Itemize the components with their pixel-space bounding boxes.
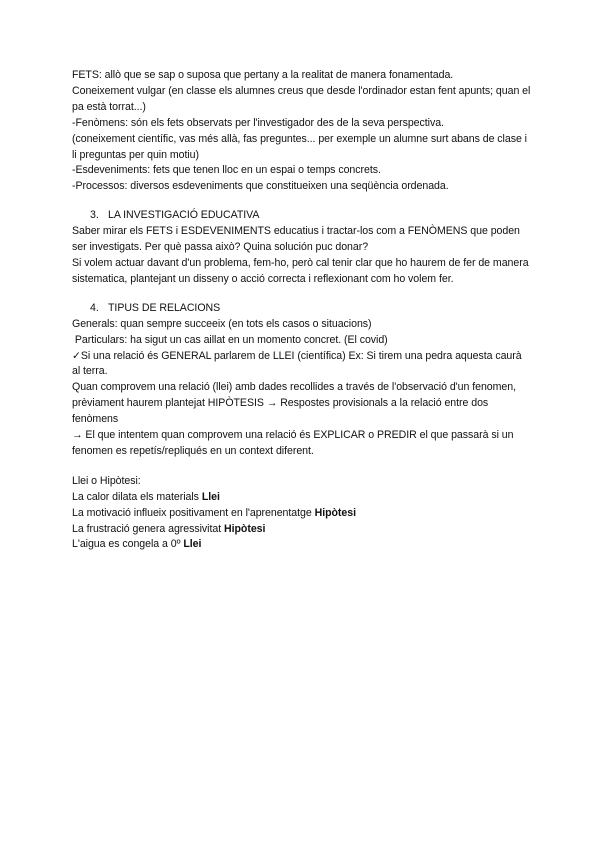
example-tag: Hipòtesi	[314, 506, 356, 519]
example-item	[72, 537, 532, 553]
section-4-paragraph: Quan comprovem una relació (llei) amb dades recollides a través de l'observació d'un fenomen, prèviament haurem plantejat HIPÒTESIS → Respostes provisionals a la relació entre dos fenòmens	[72, 381, 516, 426]
intro-paragraph: -Processos: diversos esdeveniments que constitueixen una seqüència ordenada.	[72, 180, 449, 193]
example-item	[72, 490, 532, 506]
example-tag: Llei	[201, 490, 220, 503]
document-body	[72, 68, 532, 553]
example-text: La frustració genera agressivitat	[72, 522, 224, 535]
intro-paragraph: -Esdeveniments: fets que tenen lloc en un espai o temps concrets.	[72, 164, 381, 177]
intro-paragraph: (coneixement científic, vas més allà, fas preguntes... per exemple un alumne surt abans de clase i li preguntas per quin motiu)	[72, 132, 527, 161]
example-item	[72, 522, 532, 538]
intro-paragraph: Coneixement vulgar (en classe els alumnes creus que desde l'ordinador estan fent apunts; quan el pa està torrat...)	[72, 84, 531, 113]
section-4-paragraph: ✓Si una relació és GENERAL parlarem de LLEI (científica) Ex: Si tirem una pedra aquesta caurà al terra.	[72, 349, 522, 378]
example-tag: Llei	[183, 538, 202, 551]
section-4-heading	[72, 301, 532, 317]
example-text: La calor dilata els materials	[72, 490, 202, 503]
example-tag: Hipòtesi	[224, 522, 266, 535]
section-3-paragraph: Saber mirar els FETS i ESDEVENIMENTS educatius i tractar-los com a FENÒMENS que poden ser investigats. Per què passa això? Quina solución puc donar?	[72, 225, 520, 254]
intro-paragraph: FETS: allò que se sap o suposa que pertany a la realitat de manera fonamentada.	[72, 69, 454, 81]
example-text: La motivació influeix positivament en l'aprenentatge	[72, 506, 315, 519]
section-3-number: 3.	[90, 209, 99, 222]
example-text: L'aigua es congela a 0º	[72, 538, 184, 551]
section-3-paragraph: Si volem actuar davant d'un problema, fem-ho, però cal tenir clar que ho haurem de fer de manera sistematica, plantejant un disseny o acció correcta i reflexionant com ho volem fer.	[72, 256, 529, 285]
intro-paragraph: -Fenòmens: són els fets observats per l'investigador des de la seva perspectiva.	[72, 116, 444, 129]
section-4-title: TIPUS DE RELACIONS	[108, 301, 221, 314]
section-3-title: LA INVESTIGACIÓ EDUCATIVA	[108, 209, 260, 222]
section-4-number: 4.	[90, 301, 99, 314]
examples-heading: Llei o Hipòtesi:	[72, 474, 141, 487]
section-4-paragraph: Generals: quan sempre succeeix (en tots els casos o situacions)	[72, 317, 372, 330]
example-item	[72, 506, 532, 522]
section-4-paragraph: Particulars: ha sigut un cas aillat en un momento concret. (El covid)	[72, 333, 388, 346]
section-4-paragraph: → El que intentem quan comprovem una relació és EXPLICAR o PREDIR el que passarà si un fenomen es repetís/repliqués en un context diferent.	[72, 429, 514, 457]
section-3-heading	[72, 208, 532, 224]
